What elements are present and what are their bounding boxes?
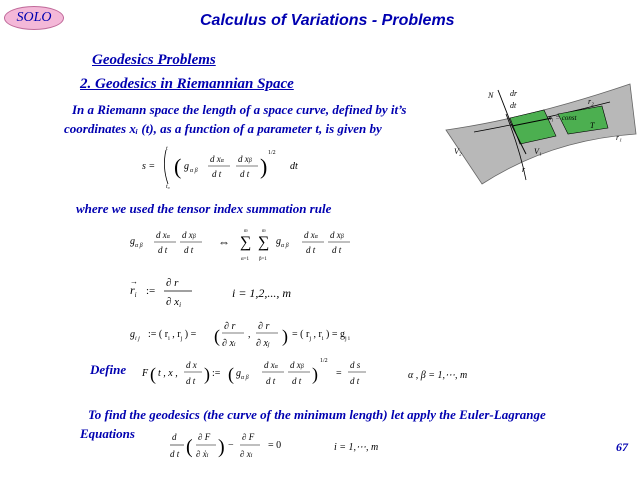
svg-text:= ( rj , ri ) = gj i: = ( $r_j$ , $r_i$ ) = $g_{j i}$: [292, 329, 350, 342]
svg-text:): ): [218, 436, 225, 458]
svg-text:d xβ: d xβ: [238, 154, 252, 164]
label-dr: dr: [510, 89, 518, 98]
svg-text:,: ,: [248, 329, 251, 340]
euler-lagrange-equation: [168, 426, 308, 470]
svg-text:gα β: $g_{\alpha \beta}$: [236, 368, 249, 381]
surface-figure: [440, 80, 638, 190]
svg-text:(: (: [150, 364, 156, 384]
svg-text:dt: dt: [290, 161, 298, 172]
svg-text:t , x ,: t , x ,: [158, 368, 178, 379]
el-range: i = 1,⋯, m: [334, 442, 379, 453]
svg-text:m: m: [244, 229, 248, 234]
svg-text:d t: d t: [186, 376, 196, 386]
svg-text:−: −: [228, 440, 234, 451]
ri-range: i = 1,2,..., m: [232, 286, 292, 300]
svg-text:∑: ∑: [258, 234, 270, 251]
intro-line-1: In a Riemann space the length of a space curve, defined by it’s: [72, 102, 407, 117]
svg-text:d t: d t: [266, 376, 276, 386]
svg-text:d t: d t: [158, 245, 168, 255]
label-V1: V₁: [534, 147, 542, 156]
svg-text:1/2: 1/2: [320, 358, 328, 364]
define-label: Define: [90, 362, 127, 377]
svg-text:d xα: d xα: [264, 360, 278, 370]
svg-text:): ): [282, 326, 288, 346]
label-T: T: [590, 121, 595, 130]
svg-text:d xβ: d xβ: [182, 230, 196, 240]
svg-text:): ): [260, 154, 268, 179]
section-subheading: 2. Geodesics in Riemannian Space: [80, 76, 294, 92]
svg-text:β=1: β=1: [259, 257, 267, 262]
svg-text:α=1: α=1: [241, 257, 249, 262]
svg-text:(: (: [174, 154, 182, 179]
section-heading: Geodesics Problems: [92, 52, 216, 68]
svg-text:gα β: $g_{\alpha \beta}$: [276, 236, 289, 249]
svg-text:m: m: [262, 229, 266, 234]
svg-text:α β: α β: [190, 168, 198, 174]
svg-text:(: (: [228, 364, 234, 384]
label-r1: r₁: [616, 133, 622, 142]
summation-equation: [128, 222, 448, 266]
svg-text:=: =: [336, 368, 342, 379]
svg-text:⇔: ⇔: [218, 235, 230, 249]
svg-text:d xα: d xα: [210, 154, 224, 164]
svg-text:∂ r: ∂ r: [258, 321, 270, 332]
define-f-equation: [140, 354, 410, 394]
svg-text:d x: d x: [186, 360, 197, 370]
svg-text:ri: $r_i$: [130, 283, 137, 299]
label-dt: dt: [510, 101, 517, 110]
svg-text:d xα: d xα: [304, 230, 318, 240]
svg-text:d t: d t: [240, 169, 250, 179]
arc-length-equation: [140, 142, 380, 192]
summation-note: where we used the tensor index summation rule: [76, 201, 332, 216]
svg-text:1/2: 1/2: [268, 150, 276, 156]
svg-text:t₀: t₀: [166, 184, 170, 190]
svg-text::=: :=: [212, 368, 221, 379]
svg-text:∂ xj: ∂ xj: [256, 338, 270, 349]
svg-text:d t: d t: [292, 376, 302, 386]
svg-text:d t: d t: [170, 449, 180, 459]
label-V2: V₂: [454, 147, 462, 156]
svg-text:∂ ẋi: ∂ ẋi: [196, 449, 209, 459]
svg-text:gi j: $g_{i j}$: [130, 329, 140, 342]
svg-text:d: d: [172, 432, 177, 442]
svg-text:gα β: $g_{\alpha \beta}$: [130, 236, 143, 249]
svg-text:d s: d s: [350, 360, 361, 370]
svg-text:d t: d t: [332, 245, 342, 255]
page-number: 67: [616, 440, 628, 454]
svg-text:): ): [312, 364, 318, 384]
svg-text:g: g: [184, 161, 189, 172]
intro-line-2: coordinates xᵢ (t), as a function of a parameter t, is given by: [64, 121, 382, 136]
svg-text::= ( ri , rj ) =: := ( $r_i$ , $r_j$ ) =: [148, 329, 197, 342]
svg-text:d xα: d xα: [156, 230, 170, 240]
svg-text:∂ F: ∂ F: [242, 432, 255, 442]
svg-text:∂ xi: ∂ xi: [222, 338, 236, 349]
svg-text:d t: d t: [306, 245, 316, 255]
geodesic-line-2: Equations: [80, 426, 135, 441]
svg-text::=: :=: [146, 285, 156, 297]
label-r2: r₂: [588, 97, 594, 106]
page-title: Calculus of Variations - Problems: [200, 12, 455, 29]
solo-badge: SOLO: [4, 6, 64, 30]
label-r: r: [522, 165, 526, 174]
svg-text:d t: d t: [212, 169, 222, 179]
label-x1const: x₁ = const: [548, 114, 577, 122]
svg-text:(: (: [186, 436, 193, 458]
svg-text:d t: d t: [184, 245, 194, 255]
svg-text:d xβ: d xβ: [290, 360, 304, 370]
svg-text:d t: d t: [350, 376, 360, 386]
svg-text:∂ r: ∂ r: [224, 321, 236, 332]
svg-text:∑: ∑: [240, 234, 252, 251]
svg-text:t: t: [166, 146, 168, 152]
svg-text:∂ xi: ∂ xi: [240, 449, 253, 459]
svg-text:): ): [204, 364, 210, 384]
svg-text:∂ F: ∂ F: [198, 432, 211, 442]
svg-text:d xβ: d xβ: [330, 230, 344, 240]
svg-text:F: F: [142, 368, 149, 379]
svg-text:(: (: [214, 326, 220, 346]
metric-equation: [128, 316, 368, 352]
define-range: α , β = 1,⋯, m: [408, 370, 468, 381]
svg-text:∂ r: ∂ r: [166, 277, 179, 289]
label-N: N: [488, 91, 494, 100]
svg-text:∂ xi: ∂ xi: [166, 296, 182, 309]
geodesic-line-1: To find the geodesics (the curve of the minimum length) let apply the Euler-Lagrange: [88, 407, 546, 422]
svg-text:= 0: = 0: [268, 440, 282, 451]
svg-text:→: →: [130, 277, 138, 286]
svg-text:s =: s =: [142, 161, 156, 172]
